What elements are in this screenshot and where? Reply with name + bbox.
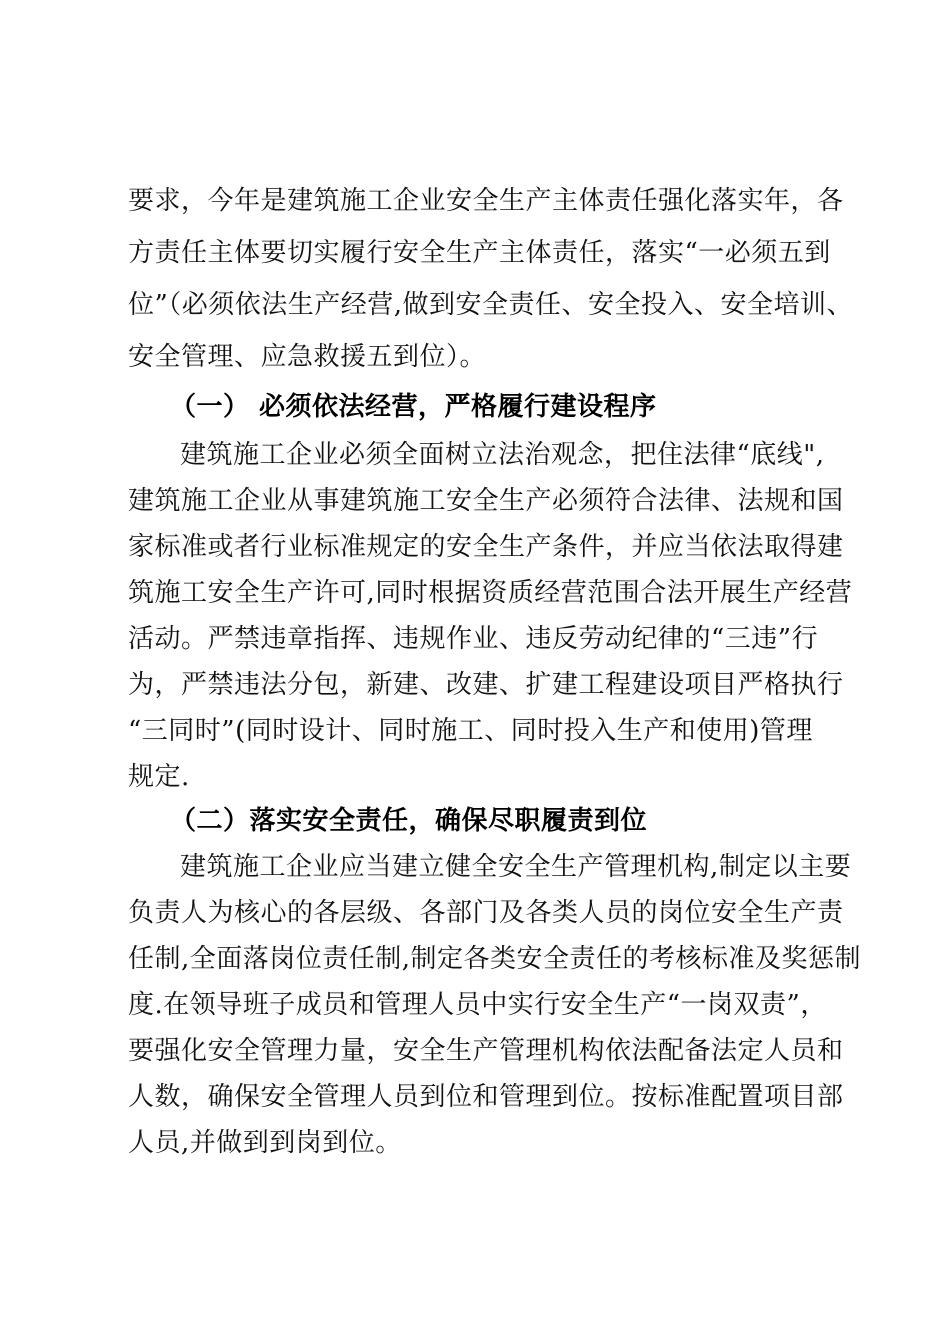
section-2-heading: （二）落实安全责任，确保尽职履责到位 (170, 806, 648, 836)
intro-line-4: 安全管理、应急救援五到位）。 (128, 342, 487, 372)
section-1-line-3: 家标准或者行业标准规定的安全生产条件，并应当依法取得建 (128, 532, 844, 562)
section-2-line-1: 建筑施工企业应当建立健全安全生产管理机构,制定以主要 (180, 852, 852, 882)
section-1-heading: （一） 必须依法经营，严格履行建设程序 (170, 392, 657, 422)
section-2-line-4: 度.在领导班子成员和管理人员中实行安全生产“一岗双责”， (128, 990, 827, 1020)
section-2-line-3: 任制,全面落岗位责任制,制定各类安全责任的考核标准及奖惩制 (128, 944, 862, 974)
section-1-line-4: 筑施工安全生产许可,同时根据资质经营范围合法开展生产经营 (128, 578, 853, 608)
section-1-line-5: 活动。严禁违章指挥、违规作业、违反劳动纪律的“三违”行 (128, 624, 819, 654)
section-1-line-8: 规定. (128, 762, 190, 792)
intro-line-3: 位”（必须依法生产经营,做到安全责任、安全投入、安全培训、 (128, 290, 854, 320)
section-1-line-7: “三同时”(同时设计、同时施工、同时投入生产和使用)管理 (128, 716, 813, 746)
section-1-line-1: 建筑施工企业必须全面树立法治观念，把住法律“底线", (180, 440, 825, 470)
section-2-line-7: 人员,并做到到岗到位。 (128, 1128, 402, 1158)
section-2-line-2: 负责人为核心的各层级、各部门及各类人员的岗位安全生产责 (128, 898, 844, 928)
intro-line-2: 方责任主体要切实履行安全生产主体责任，落实“一必须五到 (128, 238, 831, 268)
section-2-line-6: 人数，确保安全管理人员到位和管理到位。按标准配置项目部 (128, 1082, 844, 1112)
intro-line-1: 要求，今年是建筑施工企业安全生产主体责任强化落实年，各 (128, 186, 844, 216)
section-1-line-6: 为，严禁违法分包，新建、改建、扩建工程建设项目严格执行 (128, 670, 844, 700)
section-2-line-5: 要强化安全管理力量，安全生产管理机构依法配备法定人员和 (128, 1036, 844, 1066)
section-1-line-2: 建筑施工企业从事建筑施工安全生产必须符合法律、法规和国 (128, 486, 844, 516)
